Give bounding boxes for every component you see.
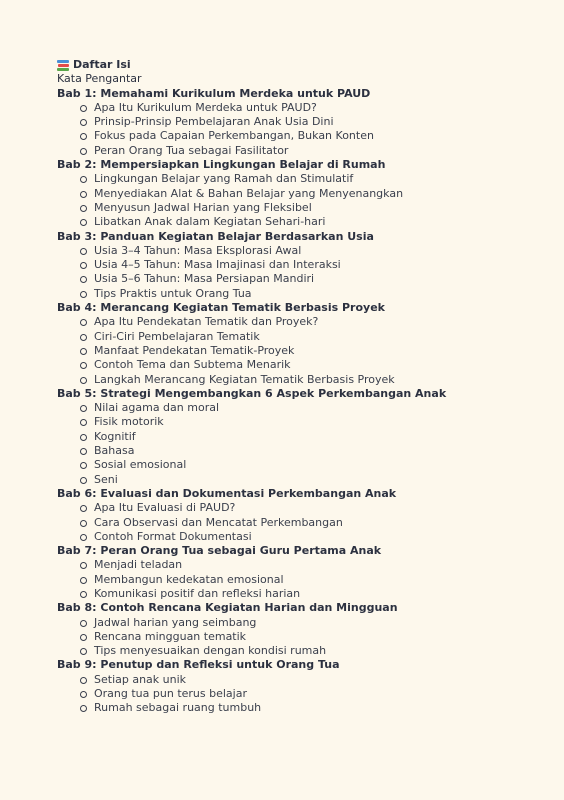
bullet-circle-icon — [80, 105, 87, 112]
list-item-label: Contoh Format Dokumentasi — [94, 529, 252, 543]
list-item-label: Sosial emosional — [94, 458, 187, 472]
bullet-circle-icon — [80, 248, 87, 255]
bullet-circle-icon — [80, 262, 87, 269]
bullet-circle-icon — [80, 591, 87, 598]
list-item-label: Seni — [94, 472, 118, 486]
list-item-label: Tips menyesuaikan dengan kondisi rumah — [94, 644, 327, 658]
chapter-title-4: Bab 4: Merancang Kegiatan Tematik Berbasis Proyek — [57, 301, 385, 315]
list-item-label: Jadwal harian yang seimbang — [94, 615, 257, 629]
bullet-circle-icon — [80, 419, 87, 426]
chapter-title-8: Bab 8: Contoh Rencana Kegiatan Harian dan Mingguan — [57, 601, 398, 615]
list-item — [57, 144, 557, 158]
bullet-circle-icon — [80, 562, 87, 569]
list-item-label: Kognitif — [94, 429, 136, 443]
list-item — [57, 287, 557, 301]
list-item-label: Setiap anak unik — [94, 672, 187, 686]
list-item — [57, 187, 557, 201]
list-item-label: Libatkan Anak dalam Kegiatan Sehari-hari — [94, 215, 326, 229]
list-item — [57, 587, 557, 601]
list-item — [57, 573, 557, 587]
list-item-label: Nilai agama dan moral — [94, 401, 220, 415]
bullet-circle-icon — [80, 291, 87, 298]
bullet-circle-icon — [80, 691, 87, 698]
list-item — [57, 244, 557, 258]
list-item — [57, 344, 557, 358]
bullet-circle-icon — [80, 505, 87, 512]
list-item-label: Membangun kedekatan emosional — [94, 572, 284, 586]
list-item-label: Apa Itu Evaluasi di PAUD? — [94, 501, 236, 515]
list-item — [57, 558, 557, 572]
list-item-label: Menyusun Jadwal Harian yang Fleksibel — [94, 200, 312, 214]
list-item-label: Menyediakan Alat & Bahan Belajar yang Menyenangkan — [94, 186, 404, 200]
bullet-circle-icon — [80, 520, 87, 527]
list-item-label: Cara Observasi dan Mencatat Perkembangan — [94, 515, 343, 529]
toc-heading — [57, 58, 557, 72]
bullet-circle-icon — [80, 677, 87, 684]
list-item-label: Ciri-Ciri Pembelajaran Tematik — [94, 329, 260, 343]
list-item-label: Menjadi teladan — [94, 558, 183, 572]
list-item-label: Lingkungan Belajar yang Ramah dan Stimulatif — [94, 172, 354, 186]
bullet-circle-icon — [80, 319, 87, 326]
bullet-circle-icon — [80, 219, 87, 226]
toc-intro: Kata Pengantar — [57, 72, 142, 86]
list-item-label: Fisik motorik — [94, 415, 164, 429]
chapter-title-9: Bab 9: Penutup dan Refleksi untuk Orang Tua — [57, 658, 340, 672]
list-item — [57, 458, 557, 472]
list-item — [57, 701, 557, 715]
bullet-circle-icon — [80, 705, 87, 712]
list-item — [57, 444, 557, 458]
list-item-label: Bahasa — [94, 444, 135, 458]
list-item-label: Peran Orang Tua sebagai Fasilitator — [94, 143, 289, 157]
list-item — [57, 258, 557, 272]
list-item — [57, 129, 557, 143]
bullet-circle-icon — [80, 148, 87, 155]
list-item-label: Contoh Tema dan Subtema Menarik — [94, 358, 291, 372]
bullet-circle-icon — [80, 191, 87, 198]
bullet-circle-icon — [80, 434, 87, 441]
chapter-title-3: Bab 3: Panduan Kegiatan Belajar Berdasarkan Usia — [57, 229, 374, 243]
bullet-circle-icon — [80, 377, 87, 384]
bullet-circle-icon — [80, 348, 87, 355]
list-item — [57, 115, 557, 129]
list-item — [57, 215, 557, 229]
bullet-circle-icon — [80, 133, 87, 140]
bullet-circle-icon — [80, 620, 87, 627]
list-item — [57, 630, 557, 644]
list-item — [57, 516, 557, 530]
list-item-label: Orang tua pun terus belajar — [94, 687, 247, 701]
list-item-label: Prinsip-Prinsip Pembelajaran Anak Usia Dini — [94, 115, 334, 129]
list-item — [57, 415, 557, 429]
list-item-label: Apa Itu Kurikulum Merdeka untuk PAUD? — [94, 100, 317, 114]
chapter-list — [57, 87, 557, 716]
list-item-label: Fokus pada Capaian Perkembangan, Bukan Konten — [94, 129, 374, 143]
list-item — [57, 473, 557, 487]
bullet-circle-icon — [80, 477, 87, 484]
list-item-label: Manfaat Pendekatan Tematik-Proyek — [94, 343, 295, 357]
list-item-label: Tips Praktis untuk Orang Tua — [94, 286, 252, 300]
list-item-label: Usia 3–4 Tahun: Masa Eksplorasi Awal — [94, 243, 302, 257]
list-item — [57, 172, 557, 186]
list-item — [57, 358, 557, 372]
bullet-circle-icon — [80, 648, 87, 655]
list-item — [57, 501, 557, 515]
bullet-circle-icon — [80, 448, 87, 455]
books-icon — [57, 60, 69, 71]
chapter-title-7: Bab 7: Peran Orang Tua sebagai Guru Pertama Anak — [57, 544, 382, 558]
chapter-title-2: Bab 2: Mempersiapkan Lingkungan Belajar di Rumah — [57, 158, 386, 172]
list-item — [57, 201, 557, 215]
list-item — [57, 430, 557, 444]
list-item — [57, 673, 557, 687]
chapter-title-1: Bab 1: Memahami Kurikulum Merdeka untuk PAUD — [57, 86, 371, 100]
list-item — [57, 687, 557, 701]
bullet-circle-icon — [80, 462, 87, 469]
bullet-circle-icon — [80, 634, 87, 641]
bullet-circle-icon — [80, 119, 87, 126]
chapter-title-5: Bab 5: Strategi Mengembangkan 6 Aspek Perkembangan Anak — [57, 386, 447, 400]
list-item-label: Langkah Merancang Kegiatan Tematik Berbasis Proyek — [94, 372, 395, 386]
list-item-label: Usia 5–6 Tahun: Masa Persiapan Mandiri — [94, 272, 315, 286]
bullet-circle-icon — [80, 205, 87, 212]
list-item — [57, 101, 557, 115]
bullet-circle-icon — [80, 534, 87, 541]
list-item-label: Rencana mingguan tematik — [94, 629, 247, 643]
bullet-circle-icon — [80, 334, 87, 341]
list-item — [57, 644, 557, 658]
list-item — [57, 530, 557, 544]
list-item-label: Komunikasi positif dan refleksi harian — [94, 586, 301, 600]
bullet-circle-icon — [80, 176, 87, 183]
bullet-circle-icon — [80, 577, 87, 584]
bullet-circle-icon — [80, 405, 87, 412]
table-of-contents — [57, 58, 557, 716]
list-item-label: Usia 4–5 Tahun: Masa Imajinasi dan Interaksi — [94, 258, 341, 272]
list-item — [57, 315, 557, 329]
bullet-circle-icon — [80, 276, 87, 283]
list-item — [57, 401, 557, 415]
bullet-circle-icon — [80, 362, 87, 369]
list-item — [57, 616, 557, 630]
list-item — [57, 272, 557, 286]
list-item — [57, 330, 557, 344]
list-item — [57, 373, 557, 387]
list-item-label: Rumah sebagai ruang tumbuh — [94, 701, 262, 715]
toc-title: Daftar Isi — [73, 58, 131, 71]
chapter-title-6: Bab 6: Evaluasi dan Dokumentasi Perkembangan Anak — [57, 486, 397, 500]
list-item-label: Apa Itu Pendekatan Tematik dan Proyek? — [94, 315, 319, 329]
